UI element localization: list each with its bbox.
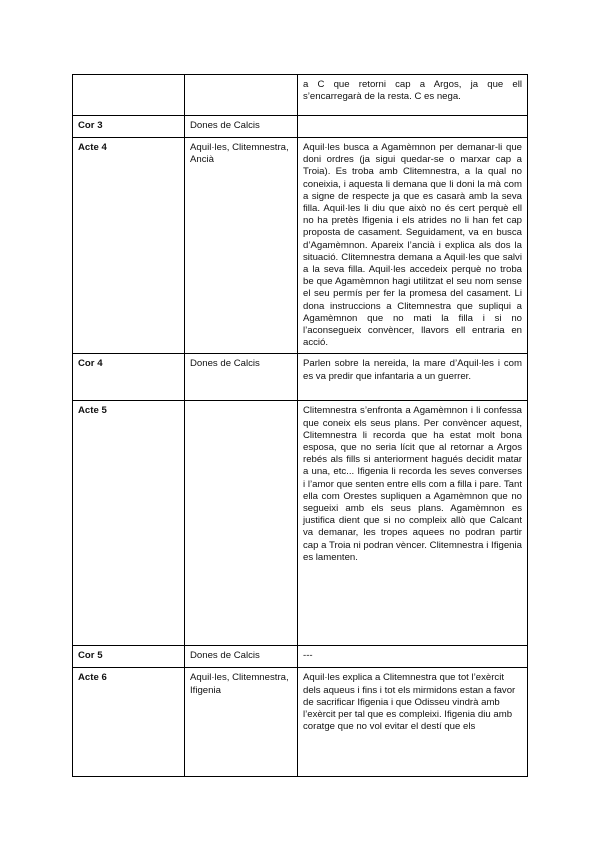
characters-cell: Dones de Calcis <box>185 646 298 668</box>
summary-cell: Clitemnestra s’enfronta a Agamèmnon i li confessa que coneix els seus plans. Per convèncer aquest, Clitemnestra li recorda que ha estat molt bona esposa, que no seria lícit que al retornar a Argos rebés als fills si anteriorment hagués decidit matar a una, etc... Ifigenia li recorda les seves converses i l’amor que senten entre ells com a filla i pare. Tant ella com Orestes supliquen a Agamèmnon que no segueixi amb els seus plans. Agamèmnon es justifica dient que si no compleix allò que Calcant va demanar, les tropes aquees no podran partir cap a Troia ni podran vèncer. Clitemnestra i Ifigenia es lamenten. <box>298 401 528 646</box>
table-row <box>73 138 528 354</box>
section-cell: Acte 6 <box>73 668 185 777</box>
table-row <box>73 646 528 668</box>
table-row <box>73 354 528 401</box>
section-cell: Cor 5 <box>73 646 185 668</box>
section-cell: Acte 5 <box>73 401 185 646</box>
characters-cell: Aquil·les, Clitemnestra, Ifigenia <box>185 668 298 777</box>
table-row <box>73 401 528 646</box>
summary-cell: --- <box>298 646 528 668</box>
summary-cell: a C que retorni cap a Argos, ja que ell s’encarregarà de la resta. C es nega. <box>298 75 528 116</box>
acts-table <box>72 74 528 777</box>
section-cell: Cor 3 <box>73 116 185 138</box>
table-row <box>73 668 528 777</box>
summary-cell: Parlen sobre la nereida, la mare d’Aquil·les i com es va predir que infantaria a un guerrer. <box>298 354 528 401</box>
characters-cell <box>185 75 298 116</box>
characters-cell <box>185 401 298 646</box>
section-cell: Acte 4 <box>73 138 185 354</box>
table-row <box>73 116 528 138</box>
section-cell: Cor 4 <box>73 354 185 401</box>
characters-cell: Aquil·les, Clitemnestra, Ancià <box>185 138 298 354</box>
characters-cell: Dones de Calcis <box>185 354 298 401</box>
summary-cell: Aquil·les explica a Clitemnestra que tot l’exèrcit dels aqueus i fins i tot els mirmidons estan a favor de sacrificar Ifigenia i que Odisseu vindrà amb l’exèrcit per tal que es compleixi. Ifigenia diu amb coratge que no vol evitar el destí que els <box>298 668 528 777</box>
characters-cell: Dones de Calcis <box>185 116 298 138</box>
table-row <box>73 75 528 116</box>
section-cell <box>73 75 185 116</box>
summary-cell <box>298 116 528 138</box>
summary-cell: Aquil·les busca a Agamèmnon per demanar-li que doni ordres (ja sigui quedar-se o marxar cap a Troia). Es troba amb Clitemnestra, a la qual no coneixia, i aquesta li demana que li doni la mà com a signe de respecte ja que es casarà amb la seva filla. Aquil·les li diu que això no és cert perquè ell no ha pretès Ifigenia i els atrides no li han fet cap proposta de casament. Seguidament, va en busca d’Agamèmnon. Apareix l’ancià i explica als dos la situació. Clitemnestra demana a Aquil·les que salvi a la seva filla. Aquil·les accedeix perquè no troba be que Agamèmnon hagi utilitzat el seu nom sense el seu permís per fer la promesa del casament. Li dona instruccions a Clitemnestra que supliqui a Agamèmnon que no mati la filla i si no l’aconsegueix convèncer, llavors ell entraria en acció. <box>298 138 528 354</box>
